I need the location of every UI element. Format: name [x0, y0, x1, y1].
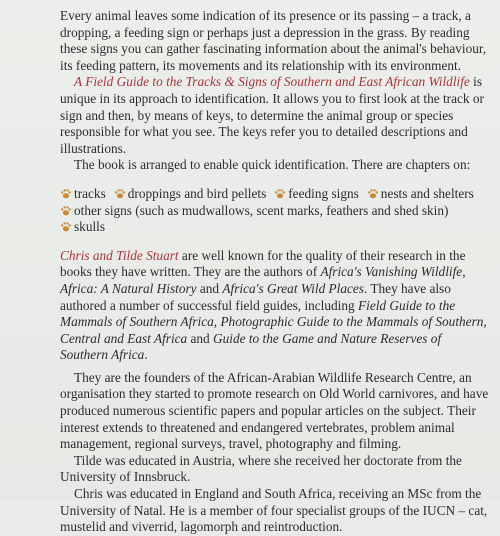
- book-arrangement: The book is arranged to enable quick identification. There are chapters on:: [74, 157, 471, 173]
- chapter-label: skulls: [74, 219, 106, 235]
- paw-print-icon: [60, 221, 72, 232]
- chris-paragraph: Chris was educated in England and South Africa, receiving an MSc from the University of Natal. He is a member of four specialist groups of the IUCN – cat, mustelid and viverrid, lagomorph and reintroduction.: [60, 486, 488, 535]
- authors-paragraph: [60, 248, 490, 364]
- paw-print-icon: [274, 188, 286, 199]
- chapter-item-other-signs: [60, 203, 448, 218]
- authors-text: and: [196, 280, 223, 296]
- chapter-label: nests and shelters: [380, 185, 474, 201]
- chapter-label: feeding signs: [288, 185, 359, 201]
- authors-text: ,: [213, 314, 221, 330]
- book-title-ref: Africa: A Natural History: [60, 280, 197, 296]
- authors-text: . They have also authored a number of successful field guides, including: [60, 280, 451, 313]
- chapter-list: [60, 186, 490, 236]
- book-description: is unique in its approach to identification. It allows you to first look at the track or sign and then, by means of keys, to determine the animal group or species responsible for what you see. The keys refer you to detailed descriptions and illustrations.: [60, 74, 484, 156]
- tilde-paragraph: Tilde was educated in Austria, where she received her doctorate from the University of Innsbruck.: [60, 452, 462, 485]
- paw-print-icon: [60, 205, 72, 216]
- chapter-label: other signs (such as mudwallows, scent marks, feathers and shed skin): [74, 202, 449, 218]
- authors-text: and: [187, 330, 214, 346]
- book-title: A Field Guide to the Tracks & Signs of Southern and East African Wildlife: [74, 74, 470, 90]
- paw-print-icon: [114, 188, 126, 199]
- intro-paragraph: Every animal leaves some indication of its presence or its passing – a track, a dropping, a feeding sign or perhaps just a depression in the grass. By reading these signs you can gather fascinating information about the animal's behaviour, its feeding pattern, its movements and its relationship with its environment.: [60, 8, 487, 73]
- chapter-item-feeding-signs: [274, 186, 359, 201]
- authors-text: ,: [462, 264, 466, 280]
- founders-paragraph: They are the founders of the African-Arabian Wildlife Research Centre, an organisation they started to promote research on Old World carnivores, and have produced numerous scientific papers and popular articles on the subject. Their interest extends to threatened and endangered vertebrates, problem animal management, regional surveys, travel, photography and filming.: [60, 369, 489, 452]
- paw-print-icon: [367, 188, 379, 199]
- book-description-paragraph: [60, 74, 490, 157]
- authors-text: are well known for the quality of their research in the books they have written. They are the authors of: [60, 247, 466, 280]
- chapter-label: tracks: [74, 185, 106, 201]
- paw-print-icon: [60, 188, 72, 199]
- chapter-item-skulls: [60, 219, 105, 234]
- book-title-ref: Africa's Vanishing Wildlife: [320, 264, 463, 280]
- author-names: Chris and Tilde Stuart: [60, 247, 179, 263]
- book-title-ref: Guide to the Game and Nature Reserves of Southern Africa: [60, 330, 442, 363]
- book-title-ref: Africa's Great Wild Places: [222, 280, 364, 296]
- book-title-ref: Field Guide to the Mammals of Southern Africa: [60, 297, 456, 330]
- chapter-item-tracks: [60, 186, 106, 201]
- chapter-label: droppings and bird pellets: [127, 185, 267, 201]
- book-title-ref: Photographic Guide to the Mammals of Southern, Central and East Africa: [60, 314, 487, 346]
- chapter-item-droppings: [114, 186, 267, 201]
- chapter-item-nests: [367, 186, 474, 201]
- authors-text: .: [144, 347, 148, 363]
